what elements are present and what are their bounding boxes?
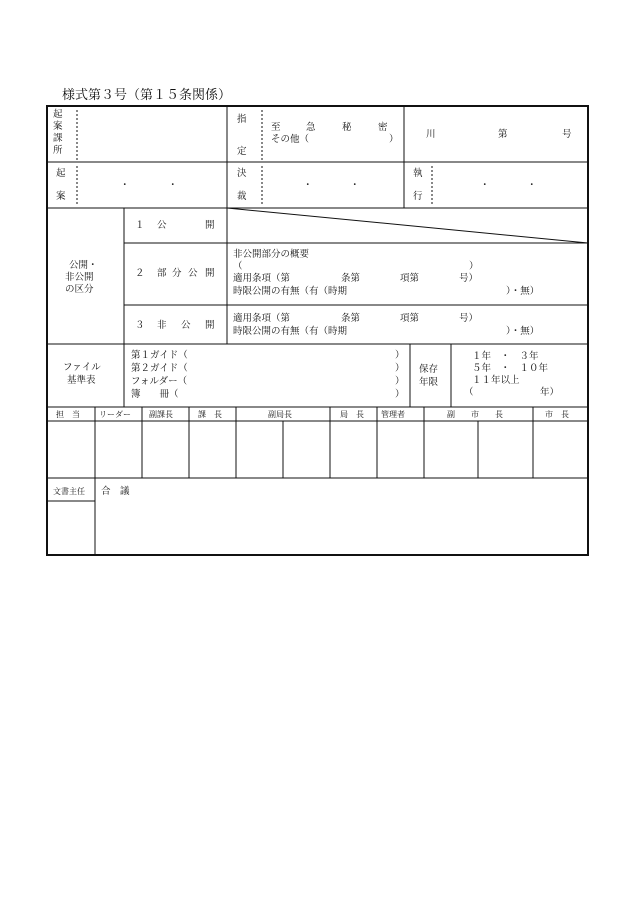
kian-label-1: 起 (56, 168, 66, 179)
file-close-1: ） (395, 350, 405, 361)
partial-char-2: 分 (172, 268, 182, 279)
kessai-date-dot-2: ・ (350, 180, 360, 191)
partial-char-3: 公 (188, 268, 198, 279)
approval-header-kanrisha: 管理者 (381, 410, 405, 419)
full-char-a: 公 (157, 220, 167, 231)
partial-clause-2: 条第 (341, 273, 361, 284)
non-char-b: 公 (181, 320, 191, 331)
dai-label: 第 (498, 129, 508, 140)
file-label-1: ファイル (63, 362, 101, 373)
disclosure-label-2: 非公開 (65, 272, 94, 283)
sonota-close: ） (389, 134, 399, 145)
non-char-a: 非 (157, 320, 167, 331)
urgency-mitsu: 密 (378, 122, 388, 133)
partial-char-4: 開 (205, 268, 215, 279)
non-time-limit: 時限公開の有無（有（時期 (233, 326, 348, 337)
non-clause-4: 号） (459, 313, 479, 324)
retention-label-2: 年限 (419, 377, 439, 388)
file-item-2: 第２ガイド（ (131, 363, 188, 374)
non-none: ）・無） (506, 326, 540, 337)
disclosure-label-3: の区分 (65, 284, 94, 295)
partial-num: ２ (135, 268, 145, 279)
shikko-label-2: 行 (413, 191, 423, 202)
kian-date-dot-1: ・ (120, 180, 130, 191)
approval-header-shicho: 市 長 (545, 410, 569, 419)
partial-none: ）・無） (506, 286, 540, 297)
kian-label-2: 案 (56, 191, 66, 202)
urgency-hi: 秘 (342, 122, 352, 133)
retention-line-4: （ 年） (464, 387, 560, 398)
kian-ka-field[interactable] (80, 110, 224, 158)
shitei-label-1: 指 (237, 114, 247, 125)
partial-char-1: 部 (157, 268, 167, 279)
approval-header-leader: リーダー (99, 410, 131, 419)
file-close-4: ） (395, 389, 405, 400)
form-title: 様式第３号（第１５条関係） (62, 88, 232, 103)
file-close-3: ） (395, 376, 405, 387)
diagonal-strike (227, 208, 588, 243)
file-item-1: 第１ガイド（ (131, 350, 188, 361)
bunsho-shunin-label: 文書主任 (53, 487, 85, 496)
kessai-label-1: 決 (237, 168, 247, 179)
file-close-2: ） (395, 363, 405, 374)
approval-header-fukukyokucho: 副局長 (268, 410, 292, 419)
full-char-b: 開 (205, 220, 215, 231)
approval-header-fukushicho: 副 市 長 (447, 410, 503, 419)
approval-header-tanto: 担 当 (56, 410, 80, 419)
retention-label-1: 保存 (419, 364, 439, 375)
kian-date-dot-2: ・ (168, 180, 178, 191)
disclosure-label-1: 公開・ (69, 260, 98, 271)
file-item-4: 簿 冊（ (131, 389, 179, 400)
non-clause-2: 条第 (341, 313, 361, 324)
kessai-label-2: 裁 (237, 191, 247, 202)
partial-summary-label: 非公開部分の概要 (233, 249, 310, 260)
partial-time-limit: 時限公開の有無（有（時期 (233, 286, 348, 297)
partial-clause-1: 適用条項（第 (233, 273, 291, 284)
sonota-label: その他（ (271, 134, 310, 145)
shikko-date-dot-1: ・ (480, 180, 490, 191)
approval-header-kacho: 課 長 (198, 410, 222, 419)
shikko-date-dot-2: ・ (527, 180, 537, 191)
full-num: １ (135, 220, 145, 231)
file-label-2: 基準表 (67, 375, 96, 386)
file-item-3: フォルダー（ (131, 376, 188, 387)
gogi-label: 合 議 (101, 486, 130, 497)
kawa-label: 川 (426, 129, 436, 140)
shikko-label-1: 執 (413, 168, 423, 179)
partial-summary-open: （ (233, 261, 243, 272)
kessai-date-dot-1: ・ (303, 180, 313, 191)
non-char-c: 開 (205, 320, 215, 331)
non-clause-3: 項第 (400, 313, 420, 324)
urgency-shi: 至 (271, 122, 281, 133)
approval-header-kyokucho: 局 長 (340, 410, 364, 419)
go-label: 号 (562, 129, 572, 140)
partial-summary-close: ） (469, 261, 479, 272)
partial-clause-4: 号） (459, 273, 479, 284)
retention-line-1: １年 ・ ３年 (472, 351, 539, 362)
non-num: ３ (135, 320, 145, 331)
urgency-kyu: 急 (306, 122, 316, 133)
shitei-label-2: 定 (237, 146, 247, 157)
retention-line-3: １１年以上 (472, 375, 520, 386)
non-clause-1: 適用条項（第 (233, 313, 291, 324)
retention-line-2: ５年 ・ １０年 (472, 363, 549, 374)
approval-header-fukukacho: 副課長 (149, 410, 173, 419)
kian-ka-label: 起 案 課 所 (53, 109, 63, 156)
partial-clause-3: 項第 (400, 273, 420, 284)
